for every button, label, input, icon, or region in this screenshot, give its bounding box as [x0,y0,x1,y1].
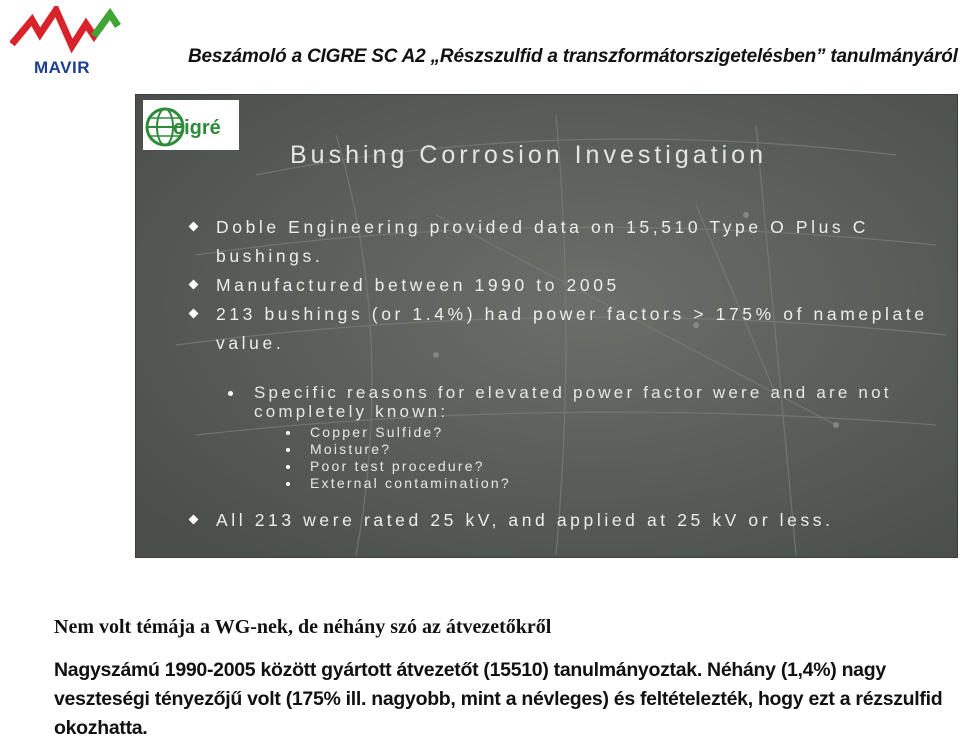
diamond-bullet-icon [189,515,199,525]
dot-bullet-icon [286,465,290,469]
cigre-globe-icon [143,100,239,150]
slide-sub-sub-bullet-text: Poor test procedure? [310,458,485,474]
cigre-logo [143,100,239,150]
slide-bullet-text: Manufactured between 1990 to 2005 [216,275,620,295]
slide-bullet-text: Doble Engineering provided data on 15,510 Type O Plus C bushings. [216,217,869,266]
note-paragraph: Nagyszámú 1990-2005 között gyártott átvezetőt (15510) tanulmányoztak. Néhány (1,4%) nagy veszteségi tényezőjű volt (175% ill. nagyobb, mint a névleges) és feltételezték, hogy ezt a rézszulfid okozhatta. [54,659,943,739]
slide-title: Bushing Corrosion Investigation [290,141,767,169]
diamond-bullet-icon [189,280,199,290]
slide-sub-bullet-list [224,383,944,492]
mavir-logo-mark-icon [10,6,122,62]
diamond-bullet-icon [189,222,199,232]
page-title: Beszámoló a CIGRE SC A2 „Részszulfid a transzformátorszigetelésben” tanulmányáról [188,46,958,67]
slide-bullet-text: All 213 were rated 25 kV, and applied at 25 kV or less. [216,510,834,530]
diamond-bullet-icon [189,309,199,319]
slide-sub-sub-bullet [282,441,944,458]
slide-sub-sub-bullet-text: Moisture? [310,441,392,457]
slide-sub-bullet [224,383,944,421]
slide-bullet [162,506,942,535]
slide-panel [135,94,958,558]
cigre-logo-text: cigré [173,117,221,139]
slide-sub-sub-bullet [282,424,944,441]
slide-bullet [162,300,942,358]
slide-bullet [162,213,942,271]
slide-sub-sub-bullet [282,458,944,475]
note-heading: Nem volt témája a WG-nek, de néhány szó az átvezetőkről [54,616,552,638]
dot-bullet-icon [286,482,290,486]
slide-last-bullet [162,506,942,535]
slide-sub-bullet-text: Specific reasons for elevated power factor were and are not completely known: [254,383,892,421]
slide-sub-sub-bullet-text: Copper Sulfide? [310,424,444,440]
mavir-logo-text: MAVIR [34,58,91,77]
slide-bullet-list [162,213,942,358]
mavir-logo [10,6,122,82]
slide-bullet [162,271,942,300]
slide-sub-sub-bullet-text: External contamination? [310,475,511,491]
dot-bullet-icon [228,391,233,396]
dot-bullet-icon [286,448,290,452]
slide-sub-sub-bullet-list [282,424,944,492]
dot-bullet-icon [286,431,290,435]
slide-bullet-text: 213 bushings (or 1.4%) had power factors > 175% of nameplate value. [216,304,928,353]
slide-sub-sub-bullet [282,475,944,492]
